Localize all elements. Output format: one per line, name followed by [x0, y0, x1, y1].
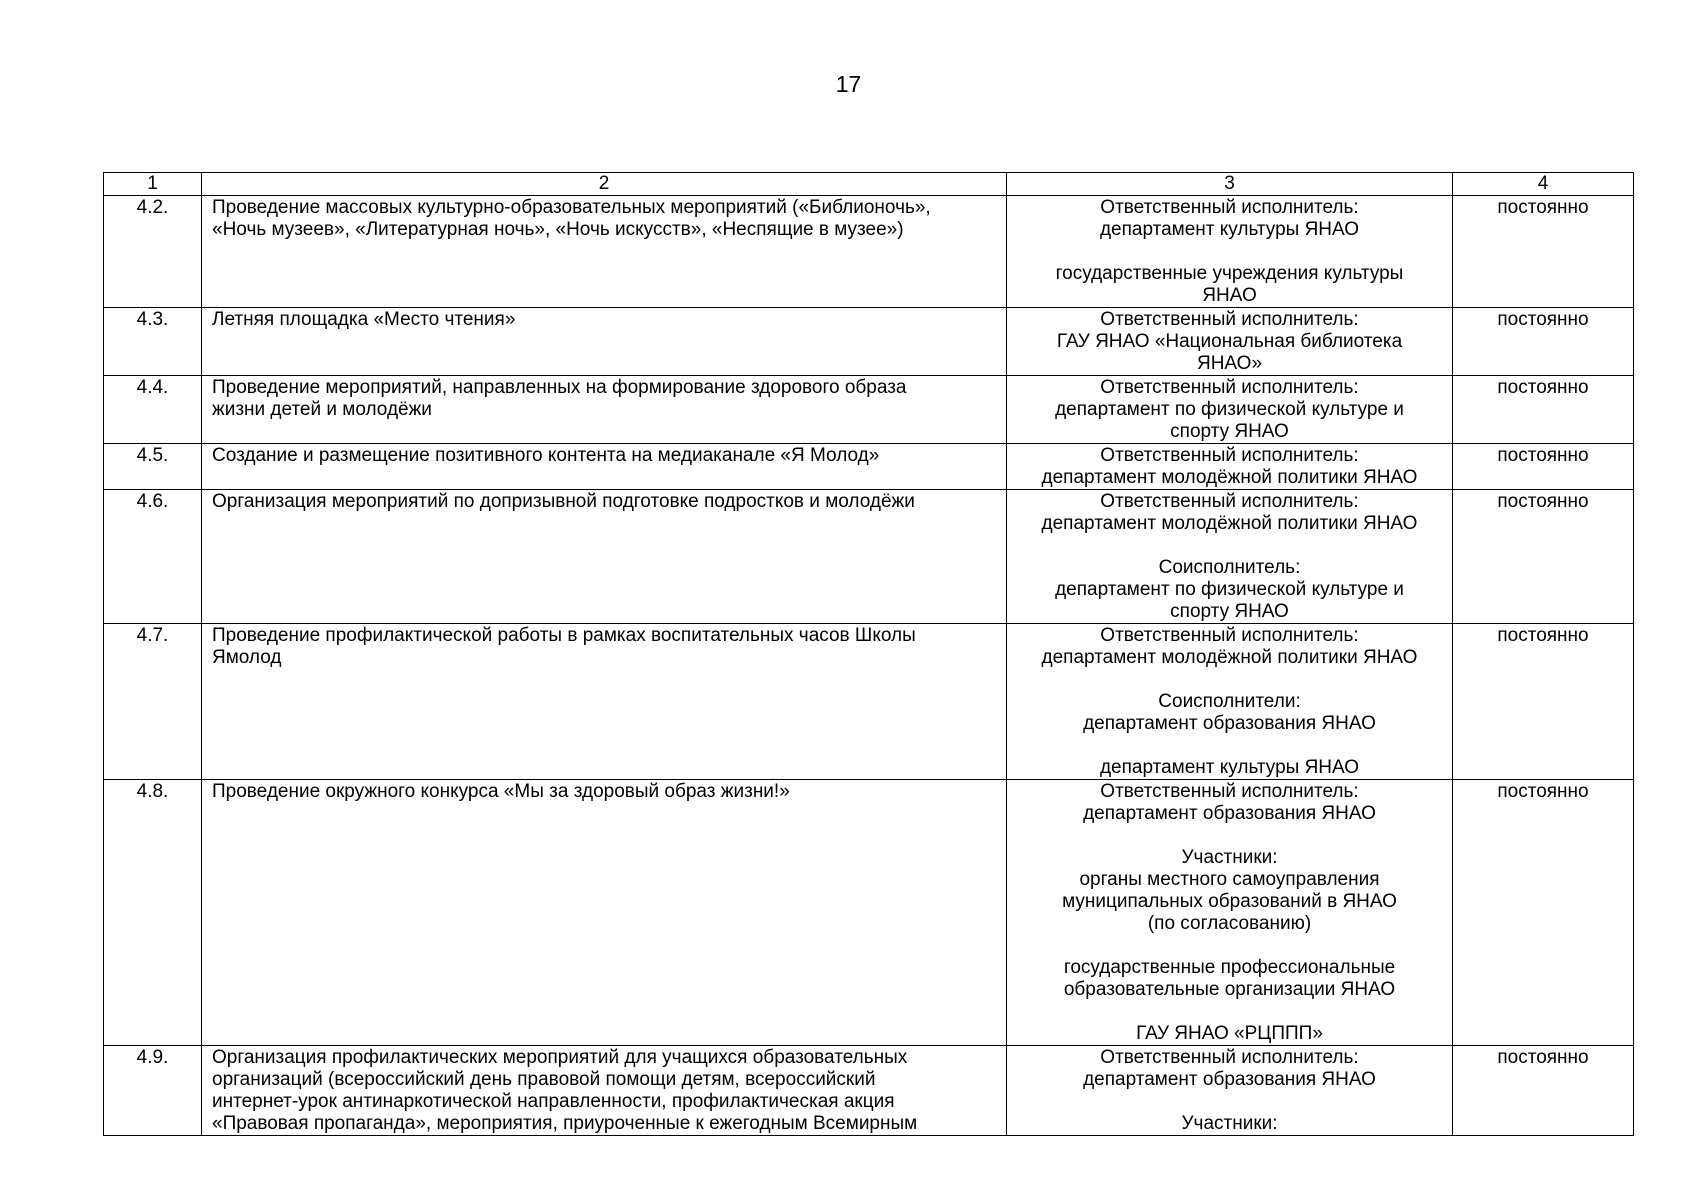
line-spacer [1017, 535, 1442, 557]
line-spacer [1017, 1091, 1442, 1113]
responsible-executor-line: департамент образования ЯНАО [1083, 803, 1376, 824]
responsible-executor-line: департамент по физической культуре и [1055, 579, 1404, 600]
responsible-executor-line: департамент молодёжной политики ЯНАО [1041, 513, 1418, 534]
responsible-executor-line: Участники: [1181, 847, 1278, 868]
measure-description-line: Организация профилактических мероприятий для учащихся образовательных [212, 1047, 908, 1068]
responsible-executor-line: Ответственный исполнитель: [1100, 445, 1359, 466]
deadline-cell: постоянно [1453, 780, 1634, 1046]
responsible-executor-line: Участники: [1181, 1113, 1278, 1134]
header-cell-4: 4 [1453, 173, 1634, 196]
measure-description-line: организаций (всероссийский день правовой помощи детям, всероссийский [212, 1069, 876, 1090]
responsible-executor-cell [1007, 376, 1453, 444]
page-number: 17 [835, 71, 862, 97]
responsible-executor-line: Ответственный исполнитель: [1100, 491, 1359, 512]
measure-description-line: Проведение профилактической работы в рамках воспитательных часов Школы [212, 625, 916, 646]
table-row [104, 196, 1634, 308]
responsible-executor-line: спорту ЯНАО [1170, 421, 1289, 442]
responsible-executor-cell [1007, 444, 1453, 490]
measure-description-cell [202, 196, 1007, 308]
measure-description-line: Летняя площадка «Место чтения» [212, 309, 516, 330]
responsible-executor-cell [1007, 490, 1453, 624]
measure-description-line: Ямолод [212, 647, 282, 668]
responsible-executor-line: департамент образования ЯНАО [1083, 1069, 1376, 1090]
responsible-executor-cell [1007, 196, 1453, 308]
measure-description-line: Проведение окружного конкурса «Мы за здоровый образ жизни!» [212, 781, 790, 802]
responsible-executor-line: Ответственный исполнитель: [1100, 309, 1359, 330]
measure-description-line: интернет-урок антинаркотической направленности, профилактическая акция [212, 1091, 895, 1112]
table-row [104, 780, 1634, 1046]
deadline-cell: постоянно [1453, 196, 1634, 308]
responsible-executor-line: ГАУ ЯНАО «РЦППП» [1136, 1023, 1323, 1044]
responsible-executor-line: Ответственный исполнитель: [1100, 377, 1359, 398]
responsible-executor-cell [1007, 780, 1453, 1046]
responsible-executor-line: департамент молодёжной политики ЯНАО [1041, 467, 1418, 488]
responsible-executor-line: государственные учреждения культуры [1055, 263, 1404, 284]
table-row [104, 490, 1634, 624]
measure-description-line: «Правовая пропаганда», мероприятия, приуроченные к ежегодным Всемирным [212, 1113, 918, 1134]
responsible-executor-line: департамент по физической культуре и [1055, 399, 1404, 420]
responsible-executor-line: ЯНАО» [1196, 353, 1263, 374]
measure-description-cell [202, 376, 1007, 444]
responsible-executor-line: ЯНАО [1202, 285, 1257, 306]
responsible-executor-line: Ответственный исполнитель: [1100, 781, 1359, 802]
row-number-cell: 4.7. [104, 624, 202, 780]
line-spacer [1017, 1001, 1442, 1023]
responsible-executor-line: департамент образования ЯНАО [1083, 713, 1376, 734]
line-spacer [1017, 935, 1442, 957]
line-spacer [1017, 669, 1442, 691]
responsible-executor-line: Соисполнители: [1158, 691, 1301, 712]
deadline-cell: постоянно [1453, 490, 1634, 624]
row-number-cell: 4.3. [104, 308, 202, 376]
deadline-cell: постоянно [1453, 376, 1634, 444]
line-spacer [1017, 241, 1442, 263]
responsible-executor-line: департамент культуры ЯНАО [1099, 757, 1360, 778]
responsible-executor-line: спорту ЯНАО [1170, 601, 1289, 622]
responsible-executor-line: ГАУ ЯНАО «Национальная библиотека [1056, 331, 1403, 352]
measure-description-line: Проведение мероприятий, направленных на формирование здорового образа [212, 377, 907, 398]
responsible-executor-line: образовательные организации ЯНАО [1063, 979, 1396, 1000]
responsible-executor-line: Ответственный исполнитель: [1100, 197, 1359, 218]
measure-description-line: «Ночь музеев», «Литературная ночь», «Ночь искусств», «Неспящие в музее») [212, 219, 904, 240]
deadline-cell: постоянно [1453, 1046, 1634, 1136]
table-row [104, 624, 1634, 780]
line-spacer [1017, 735, 1442, 757]
table-row [104, 308, 1634, 376]
measure-description-cell [202, 308, 1007, 376]
header-cell-3: 3 [1007, 173, 1453, 196]
responsible-executor-line: Ответственный исполнитель: [1100, 625, 1359, 646]
row-number-cell: 4.5. [104, 444, 202, 490]
row-number-cell: 4.8. [104, 780, 202, 1046]
responsible-executor-cell [1007, 624, 1453, 780]
line-spacer [1017, 825, 1442, 847]
measure-description-line: Проведение массовых культурно-образовательных мероприятий («Библионочь», [212, 197, 931, 218]
responsible-executor-cell [1007, 1046, 1453, 1136]
row-number-cell: 4.9. [104, 1046, 202, 1136]
row-number-cell: 4.4. [104, 376, 202, 444]
responsible-executor-line: муниципальных образований в ЯНАО [1062, 891, 1397, 912]
measure-description-cell [202, 444, 1007, 490]
responsible-executor-line: органы местного самоуправления [1079, 869, 1380, 890]
responsible-executor-line: (по согласованию) [1147, 913, 1312, 934]
measure-description-line: Организация мероприятий по допризывной подготовке подростков и молодёжи [212, 491, 915, 512]
measure-description-cell [202, 490, 1007, 624]
table-row [104, 376, 1634, 444]
responsible-executor-line: государственные профессиональные [1063, 957, 1396, 978]
header-cell-1: 1 [104, 173, 202, 196]
deadline-cell: постоянно [1453, 444, 1634, 490]
measures-table [103, 172, 1634, 1136]
responsible-executor-cell [1007, 308, 1453, 376]
responsible-executor-line: Соисполнитель: [1158, 557, 1301, 578]
responsible-executor-line: департамент молодёжной политики ЯНАО [1041, 647, 1418, 668]
deadline-cell: постоянно [1453, 308, 1634, 376]
table-row [104, 444, 1634, 490]
table-row [104, 1046, 1634, 1136]
table-header-row [104, 173, 1634, 196]
deadline-cell: постоянно [1453, 624, 1634, 780]
measure-description-cell [202, 1046, 1007, 1136]
measure-description-line: жизни детей и молодёжи [212, 399, 432, 420]
row-number-cell: 4.2. [104, 196, 202, 308]
responsible-executor-line: Ответственный исполнитель: [1100, 1047, 1359, 1068]
header-cell-2: 2 [202, 173, 1007, 196]
measure-description-line: Создание и размещение позитивного контента на медиаканале «Я Молод» [212, 445, 880, 466]
measure-description-cell [202, 780, 1007, 1046]
responsible-executor-line: департамент культуры ЯНАО [1099, 219, 1360, 240]
measure-description-cell [202, 624, 1007, 780]
row-number-cell: 4.6. [104, 490, 202, 624]
